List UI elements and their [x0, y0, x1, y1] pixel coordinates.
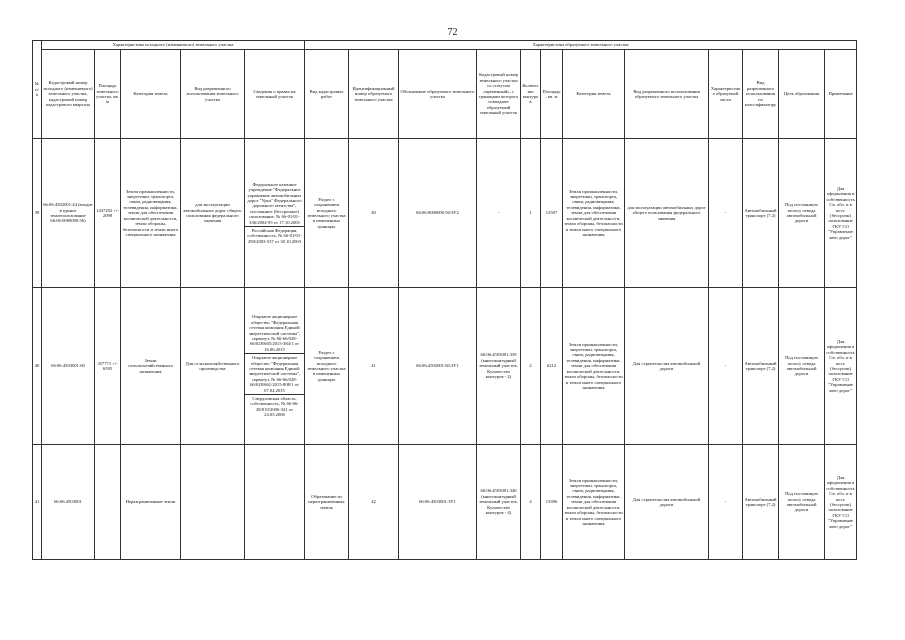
group-header-formed: Характеристика образуемого земельного участка: [305, 41, 857, 50]
cell-cadastral: 66:06:4502001:44 (входит в единое землепользование 66:06:0000000:56): [42, 139, 95, 288]
cell-part-char: -: [709, 139, 743, 288]
cell-classifier-use: Автомобильный транспорт (7.2): [743, 288, 779, 445]
cell-category: Земли сельскохозяйственного назначения: [121, 288, 181, 445]
cell-area: 357771 +/- 6595: [95, 288, 121, 445]
cell-note: Для оформления в собственность Св. обл. и в пост.(бессрочн) пользование ГКУ СО "Управление авто дорог": [825, 288, 857, 445]
cell-temp-cadastral: -: [477, 139, 521, 288]
rights-entry: Открытое акционерное общество "Федеральная сетевая компания Единой энергетической системы", сервитут, № 66-66/028-66/028/665/2015-384/1 от 16.06.2015: [245, 313, 304, 354]
rights-entry: Открытое акционерное общество "Федеральная сетевая компания Единой энергетической системы", сервитут, № 66-66/028-66/028/661/2015-808/1 от 07.04.2015: [245, 354, 304, 395]
cell-id-num: 40: [349, 139, 399, 288]
cell-num: 41: [33, 445, 42, 560]
cell-num: 39: [33, 139, 42, 288]
col-header-area: Площадь земельного участка, кв. м: [95, 50, 121, 139]
cell-new-use: для эксплуатации автомобильных дорог общего пользования федерального значения: [625, 139, 709, 288]
cell-purpose: Под постоянную полосу отвода автомобильной дороги: [779, 445, 825, 560]
col-header-designation: Обозначение образуемого земельного участка: [399, 50, 477, 139]
cell-part-char: -: [709, 445, 743, 560]
rights-entry: Свердловская область, собственность, № 66-66-28/010/2006-341 от 24.05.2006: [250, 396, 299, 418]
col-header-new-area: Площадь, кв. м: [541, 50, 563, 139]
cell-work-type: Раздел с сохранением исходного земельного участка в измененных границах: [305, 288, 349, 445]
cell-num: 40: [33, 288, 42, 445]
col-header-num: № п/п: [33, 41, 42, 139]
cell-purpose: Под постоянную полосу отвода автомобильной дороги: [779, 288, 825, 445]
cell-designation: 66:06:0000000:56/ЗУ2: [399, 139, 477, 288]
cell-contours: 4: [521, 445, 541, 560]
cell-rights: [245, 445, 305, 560]
cell-permitted-use: Для сельскохозяйственного производства: [181, 288, 245, 445]
cell-work-type: Раздел с сохранением исходного земельного участка в измененных границах: [305, 139, 349, 288]
cell-cadastral: 66:06:4503001: [42, 445, 95, 560]
cell-new-category: Земли промышленности, энергетики, транспорта, связи, радиовещания, телевидения, информатики, земли для обеспечения космической деятельности, земли обороны, безопасности и земли иного специального назначения: [563, 288, 625, 445]
col-header-new-category: Категория земель: [563, 50, 625, 139]
col-header-note: Примечание: [825, 50, 857, 139]
col-header-new-use: Вид разрешенного использования образуемого земельного участка: [625, 50, 709, 139]
col-header-contours: Количество контуров: [521, 50, 541, 139]
cell-contours: 1: [521, 139, 541, 288]
cell-part-char: -: [709, 288, 743, 445]
cell-designation: 66:06:4503001:ЗУ1: [399, 445, 477, 560]
cell-classifier-use: Автомобильный транспорт (7.2): [743, 445, 779, 560]
cell-note: Для оформления в собственность Св. обл. и в пост.(бессрочн) пользование ГКУ СО "Управление авто дорог": [825, 139, 857, 288]
cell-new-category: Земли промышленности, энергетики, транспорта, связи, радиовещания, телевидения, информатики, земли для обеспечения космической деятельности, земли обороны, безопасности и земли иного специального назначения: [563, 139, 625, 288]
col-header-id-num: Идентификационный номер образуемого земельного участка: [349, 50, 399, 139]
table-row: [33, 139, 857, 288]
cell-work-type: Образование из неразграниченных земель: [305, 445, 349, 560]
col-header-permitted-use: Вид разрешенного использования земельного участка: [181, 50, 245, 139]
cell-designation: 66:06:4503001:60:ЗУ1: [399, 288, 477, 445]
page-number: 72: [447, 27, 458, 38]
cell-new-area: 12597: [541, 139, 563, 288]
col-header-rights: Сведения о правах на земельный участок: [245, 50, 305, 139]
col-header-category: Категория земель: [121, 50, 181, 139]
cell-area: [95, 445, 121, 560]
group-header-source: Характеристика исходного (изменяемого) земельного участка: [42, 41, 305, 50]
rights-entry: Федеральное казенное учреждение "Федеральное управление автомобильных дорог "Урал" Федерального дорожного агентства", постоянное (бессрочное) пользование, № 66-01/01-336/2004-95 от 17.10.2005: [245, 181, 304, 227]
cell-new-category: Земли промышленности, энергетики, транспорта, связи, радиовещания, телевидения, информатики, земли для обеспечения космической деятельности, земли обороны, безопасности и земли иного специального назначения: [563, 445, 625, 560]
land-plots-table: [32, 40, 857, 560]
cell-category: Земли промышленности, энергетики, транспорта, связи, радиовещания, телевидения, информатики, земли для обеспечения космической деятельности, земли обороны, безопасности и земли иного специального назначения: [121, 139, 181, 288]
cell-contours: 2: [521, 288, 541, 445]
cell-new-area: 6212: [541, 288, 563, 445]
cell-id-num: 41: [349, 288, 399, 445]
cell-temp-cadastral: 66:06:4503001:339 (многоконтурный земельный участок. Количество контуров - 2): [477, 288, 521, 445]
col-header-work-type: Вид кадастровых работ: [305, 50, 349, 139]
cell-purpose: Под постоянную полосу отвода автомобильной дороги: [779, 139, 825, 288]
cell-rights: [245, 139, 305, 288]
col-header-part-char: Характеристика образуемой части: [709, 50, 743, 139]
col-header-classifier-use: Вид разрешенного использования по классификатору: [743, 50, 779, 139]
cell-category: Неразграниченные земли: [121, 445, 181, 560]
cell-classifier-use: Автомобильный транспорт (7.2): [743, 139, 779, 288]
cell-rights: [245, 288, 305, 445]
col-header-purpose: Цель образования: [779, 50, 825, 139]
col-header-cadastral: Кадастровый номер исходного (изменяемого) земельного участка, кадастровый номер кадастрового квартала: [42, 50, 95, 139]
cell-permitted-use: для эксплуатации автомобильных дорог общего пользования федерального значения: [181, 139, 245, 288]
rights-entry: Российская Федерация, собственность, № 66-01/01-290/2003-537 от 30.10.2003: [247, 228, 302, 244]
cell-cadastral: 66:06:4503001:60: [42, 288, 95, 445]
cell-note: Для оформления в собственность Св. обл. и в пост.(бессрочн) пользование ГКУ СО "Управление авто дорог": [825, 445, 857, 560]
cell-new-area: 13396: [541, 445, 563, 560]
cell-temp-cadastral: 66:06:4503001:346 (многоконтурный земельный участок. Количество контуров - 4): [477, 445, 521, 560]
cell-new-use: Для строительства автомобильной дороги: [625, 445, 709, 560]
cell-new-use: Для строительства автомобильной дороги: [625, 288, 709, 445]
cell-id-num: 42: [349, 445, 399, 560]
table-row: [33, 445, 857, 560]
cell-area: 1437292 +/- 2098: [95, 139, 121, 288]
col-header-temp-cadastral: Кадастровый номер земельного участка со статусом «временный», с границами которого совпадают образуемый земельный участок: [477, 50, 521, 139]
cell-permitted-use: [181, 445, 245, 560]
table-row: [33, 288, 857, 445]
